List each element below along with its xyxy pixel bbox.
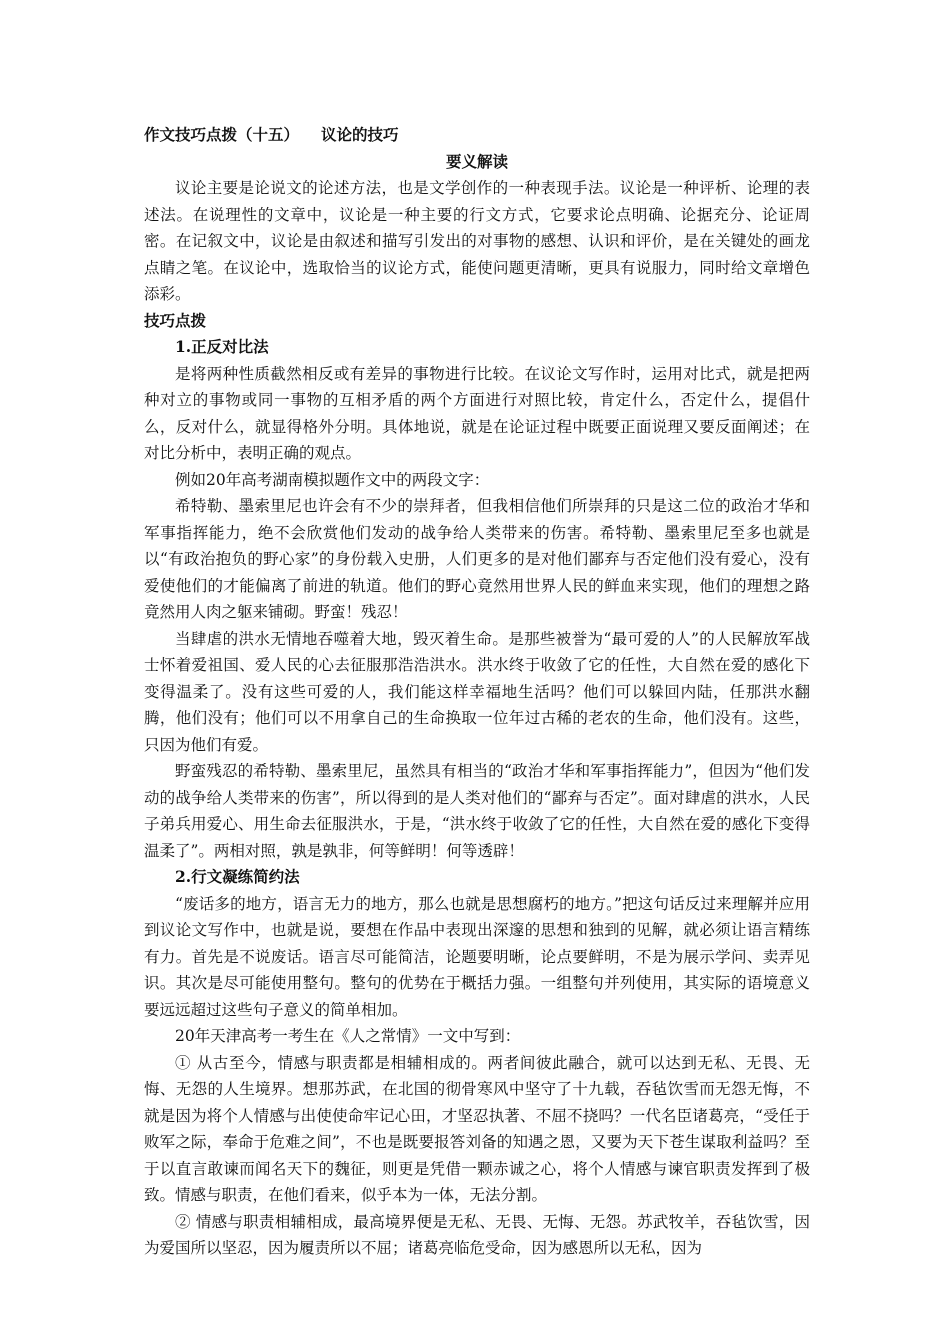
method1-example-intro: 例如20年高考湖南模拟题作文中的两段文字： [175, 470, 490, 489]
method1-quote-1: 希特勒、墨索里尼也许会有不少的崇拜者，但我相信他们所崇拜的只是这二位的政治才华和军事指挥能力，绝不会欣赏他们发动的战争给人类带来的伤害。希特勒、墨索里尼至多也就是以“有政治抱负的野心家”的身份载入史册，人们更多的是对他们鄙弃与否定他们没有爱心，没有爱使他们的才能偏离了前进的轨道。他们的野心竟然用世界人民的鲜血来实现，他们的理想之路竟然用人肉之躯来铺砌。野蛮！残忍！ [144, 497, 810, 621]
document-title [144, 122, 810, 149]
method1-heading: 1.正反对比法 [175, 337, 269, 356]
intro-paragraph: 议论主要是论说文的论述方法，也是文学创作的一种表现手法。议论是一种评析、论理的表述法。在说理性的文章中，议论是一种主要的行文方式，它要求论点明确、论据充分、论证周密。在记叙文中，议论是由叙述和描写引发出的对事物的感想、认识和评价，是在关键处的画龙点睛之笔。在议论中，选取恰当的议论方式，能使问题更清晰，更具有说服力，同时给文章增色添彩。 [144, 179, 810, 303]
method2-paragraph: “废话多的地方，语言无力的地方，那么也就是思想腐朽的地方。”把这句话反过来理解并应用到议论文写作中，也就是说，要想在作品中表现出深邃的思想和独到的见解，就必须让语言精练有力。首先是不说废话。语言尽可能简洁，论题要明晰，论点要鲜明，不是为展示学问、卖弄见识。其次是尽可能使用整句。整句的优势在于概括力强。一组整句并列使用，其实际的语境意义要远远超过这些句子意义的简单相加。 [144, 894, 810, 1019]
method1-paragraph: 是将两种性质截然相反或有差异的事物进行比较。在议论文写作时，运用对比式，就是把两种对立的事物或同一事物的互相矛盾的两个方面进行对照比较，肯定什么，否定什么，提倡什么，反对什么，就显得格外分明。具体地说，就是在论证过程中既要正面说理又要反面阐述；在对比分析中，表明正确的观点。 [144, 364, 810, 462]
method2-quote-1: ① 从古至今，情感与职责都是相辅相成的。两者间彼此融合，就可以达到无私、无畏、无悔、无怨的人生境界。想那苏武，在北国的彻骨寒风中坚守了十九载，吞毡饮雪而无怨无悔，不就是因为将个人情感与出使使命牢记心田，才坚忍执著、不屈不挠吗？一代名臣诸葛亮，“受任于败军之际，奉命于危难之间”，不也是既要报答刘备的知遇之恩，又要为天下苍生谋取利益吗？至于以直言敢谏而闻名天下的魏征，则更是凭借一颗赤诚之心，将个人情感与谏官职责发挥到了极致。情感与职责，在他们看来，似乎本为一体，无法分割。 [144, 1053, 810, 1204]
method2-heading: 2.行文凝练简约法 [175, 867, 300, 886]
method2-quote-2: ② 情感与职责相辅相成，最高境界便是无私、无畏、无悔、无怨。苏武牧羊，吞毡饮雪，因为爱国所以坚忍，因为履责所以不屈；诸葛亮临危受命，因为感恩所以无私，因为 [144, 1212, 810, 1257]
section-heading-interpretation: 要义解读 [445, 151, 508, 171]
section-heading-techniques: 技巧点拨 [144, 310, 207, 330]
title-series: 作文技巧点拨（十五） [144, 125, 300, 144]
title-topic: 议论的技巧 [321, 125, 399, 144]
method2-example-intro: 20年天津高考一考生在《人之常情》一文中写到： [175, 1027, 521, 1045]
method1-analysis: 野蛮残忍的希特勒、墨索里尼，虽然具有相当的“政治才华和军事指挥能力”，但因为“他们发动的战争给人类带来的伤害”，所以得到的是人类对他们的“鄙弃与否定”。面对肆虐的洪水，人民子弟兵用爱心、用生命去征服洪水，于是，“洪水终于收敛了它的任性，大自然在爱的感化下变得温柔了”。两相对照，孰是孰非，何等鲜明！何等透辟！ [144, 762, 810, 860]
method1-quote-2: 当肆虐的洪水无情地吞噬着大地，毁灭着生命。是那些被誉为“最可爱的人”的人民解放军战士怀着爱祖国、爱人民的心去征服那浩浩洪水。洪水终于收敛了它的任性，大自然在爱的感化下变得温柔了。没有这些可爱的人，我们能这样幸福地生活吗？他们可以躲回内陆，任那洪水翻腾，他们没有；他们可以不用拿自己的生命换取一位年过古稀的老农的生命，他们没有。这些，只因为他们有爱。 [144, 629, 810, 754]
document-page [144, 122, 810, 1262]
